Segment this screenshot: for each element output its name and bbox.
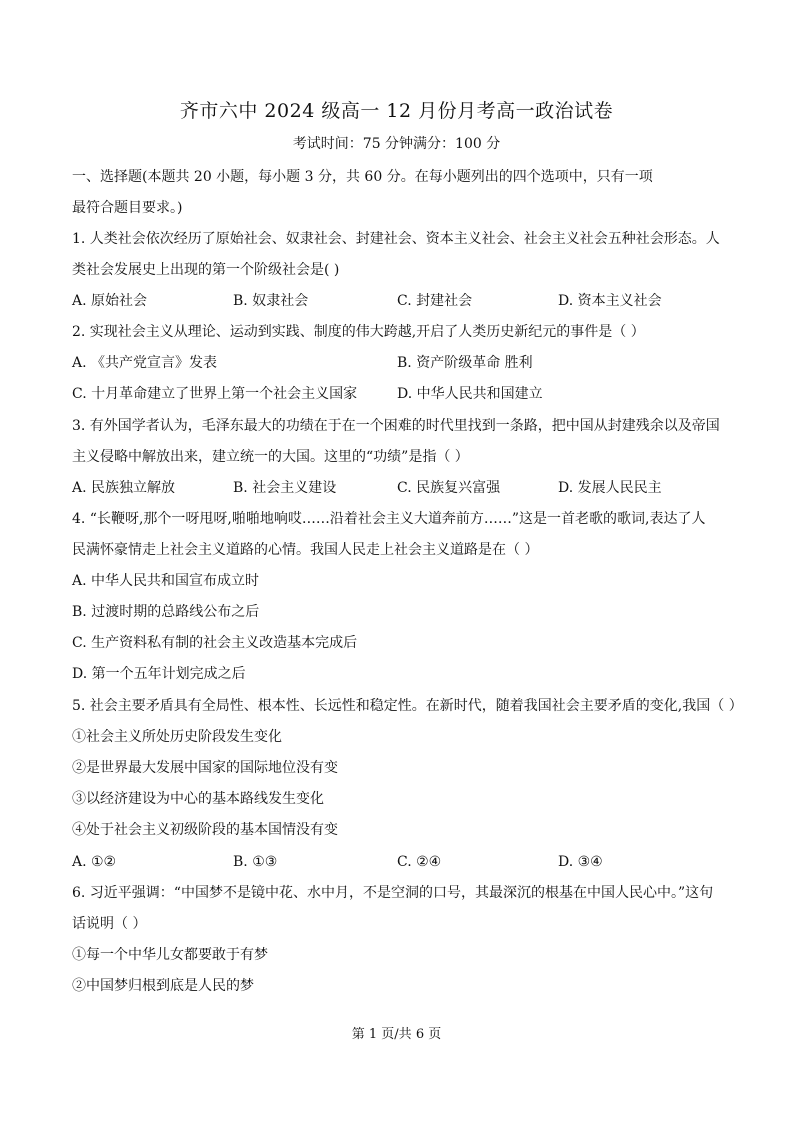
- question-6-statement-1: ①每一个中华儿女都要敢于有梦: [72, 947, 268, 963]
- question-5-option-a: A. ①②: [72, 854, 117, 870]
- question-2-option-a: A. 《共产党宣言》发表: [72, 355, 218, 371]
- exam-info: 考试时间：75 分钟满分：100 分: [292, 136, 501, 152]
- question-1-option-c: C. 封建社会: [397, 293, 473, 309]
- question-4-stem-line-1: 4. “长鞭呀,那个一呀甩呀,啪啪地响哎……沿着社会主义大道奔前方……”这是一首老歌的歌词,表达了人: [72, 511, 706, 527]
- question-4-stem-line-2: 民满怀豪情走上社会主义道路的心情。我国人民走上社会主义道路是在（ ）: [72, 542, 539, 558]
- question-3-stem-line-2: 主义侵略中解放出来，建立统一的大国。这里的“功绩”是指（ ）: [72, 449, 469, 465]
- question-6-statement-2: ②中国梦归根到底是人民的梦: [72, 978, 254, 994]
- question-6-stem-line-2: 话说明（ ）: [72, 916, 147, 932]
- question-2-option-d: D. 中华人民共和国建立: [397, 386, 543, 402]
- question-1-option-b: B. 奴隶社会: [233, 293, 309, 309]
- question-3-option-b: B. 社会主义建设: [233, 480, 337, 496]
- question-5-statement-1: ①社会主义所处历史阶段发生变化: [72, 729, 282, 745]
- question-3-option-c: C. 民族复兴富强: [397, 480, 501, 496]
- question-5-option-d: D. ③④: [558, 854, 603, 870]
- question-4-option-d: D. 第一个五年计划完成之后: [72, 666, 246, 682]
- question-4-option-a: A. 中华人民共和国宣布成立时: [72, 573, 260, 589]
- question-4-option-c: C. 生产资料私有制的社会主义改造基本完成后: [72, 635, 358, 651]
- question-5-statement-2: ②是世界最大发展中国家的国际地位没有变: [72, 760, 338, 776]
- question-3-stem-line-1: 3. 有外国学者认为，毛泽东最大的功绩在于在一个困难的时代里找到一条路，把中国从封建残余以及帝国: [72, 418, 720, 434]
- question-2-option-c: C. 十月革命建立了世界上第一个社会主义国家: [72, 386, 358, 402]
- section-instructions-line-1: 一、选择题(本题共 20 小题，每小题 3 分，共 60 分。在每小题列出的四个选项中，只有一项: [72, 169, 653, 185]
- question-2-stem-line-1: 2. 实现社会主义从理论、运动到实践、制度的伟大跨越,开启了人类历史新纪元的事件是（ ）: [72, 324, 645, 340]
- question-3-option-d: D. 发展人民民主: [558, 480, 662, 496]
- page-number: 第 1 页/共 6 页: [351, 1027, 442, 1042]
- question-5-option-b: B. ①③: [233, 854, 278, 870]
- question-1-stem-line-2: 类社会发展史上出现的第一个阶级社会是( ): [72, 262, 340, 278]
- exam-title: 齐市六中 2024 级高一 12 月份月考高一政治试卷: [179, 100, 614, 122]
- question-1-option-d: D. 资本主义社会: [558, 293, 662, 309]
- question-6-stem-line-1: 6. 习近平强调：“中国梦不是镜中花、水中月，不是空洞的口号，其最深沉的根基在中国人民心中。”这句: [72, 885, 714, 901]
- section-instructions-line-2: 最符合题目要求。): [72, 200, 183, 216]
- question-5-statement-3: ③以经济建设为中心的基本路线发生变化: [72, 791, 324, 807]
- question-1-option-a: A. 原始社会: [72, 293, 148, 309]
- question-5-stem-line-1: 5. 社会主要矛盾具有全局性、根本性、长远性和稳定性。在新时代，随着我国社会主要矛盾的变化,我国（ ）: [72, 698, 743, 714]
- question-4-option-b: B. 过渡时期的总路线公布之后: [72, 604, 260, 620]
- question-5-statement-4: ④处于社会主义初级阶段的基本国情没有变: [72, 822, 338, 838]
- question-1-stem-line-1: 1. 人类社会依次经历了原始社会、奴隶社会、封建社会、资本主义社会、社会主义社会五种社会形态。人: [72, 231, 720, 247]
- question-2-option-b: B. 资产阶级革命 胜利: [397, 355, 533, 371]
- question-5-option-c: C. ②④: [397, 854, 442, 870]
- question-3-option-a: A. 民族独立解放: [72, 480, 176, 496]
